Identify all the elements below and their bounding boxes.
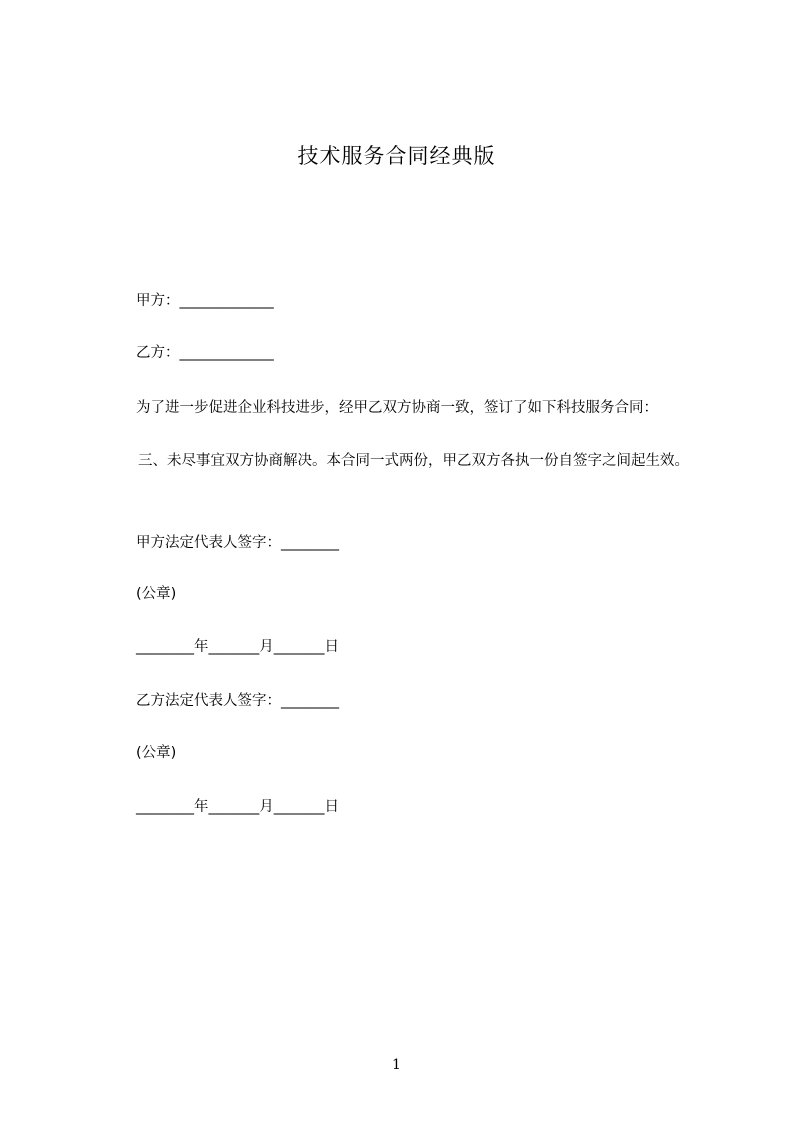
document-title: 技术服务合同经典版 — [297, 144, 496, 168]
party-b-signature-line: 乙方法定代表人签字：________ — [136, 693, 339, 709]
party-b-date-line: ________年_______月_______日 — [136, 799, 339, 815]
page-number: 1 — [392, 1057, 401, 1073]
party-a-seal: (公章) — [136, 586, 177, 602]
party-b-line: 乙方：_____________ — [136, 345, 274, 361]
party-a-line: 甲方：_____________ — [136, 293, 274, 309]
party-b-seal: (公章) — [136, 745, 177, 761]
clause-3-paragraph: 三、未尽事宜双方协商解决。本合同一式两份，甲乙双方各执一份自签字之间起生效。 — [138, 453, 689, 469]
party-a-signature-line: 甲方法定代表人签字：________ — [136, 535, 339, 551]
party-a-date-line: ________年_______月_______日 — [136, 639, 339, 655]
intro-paragraph: 为了进一步促进企业科技进步，经甲乙双方协商一致，签订了如下科技服务合同： — [136, 400, 658, 416]
